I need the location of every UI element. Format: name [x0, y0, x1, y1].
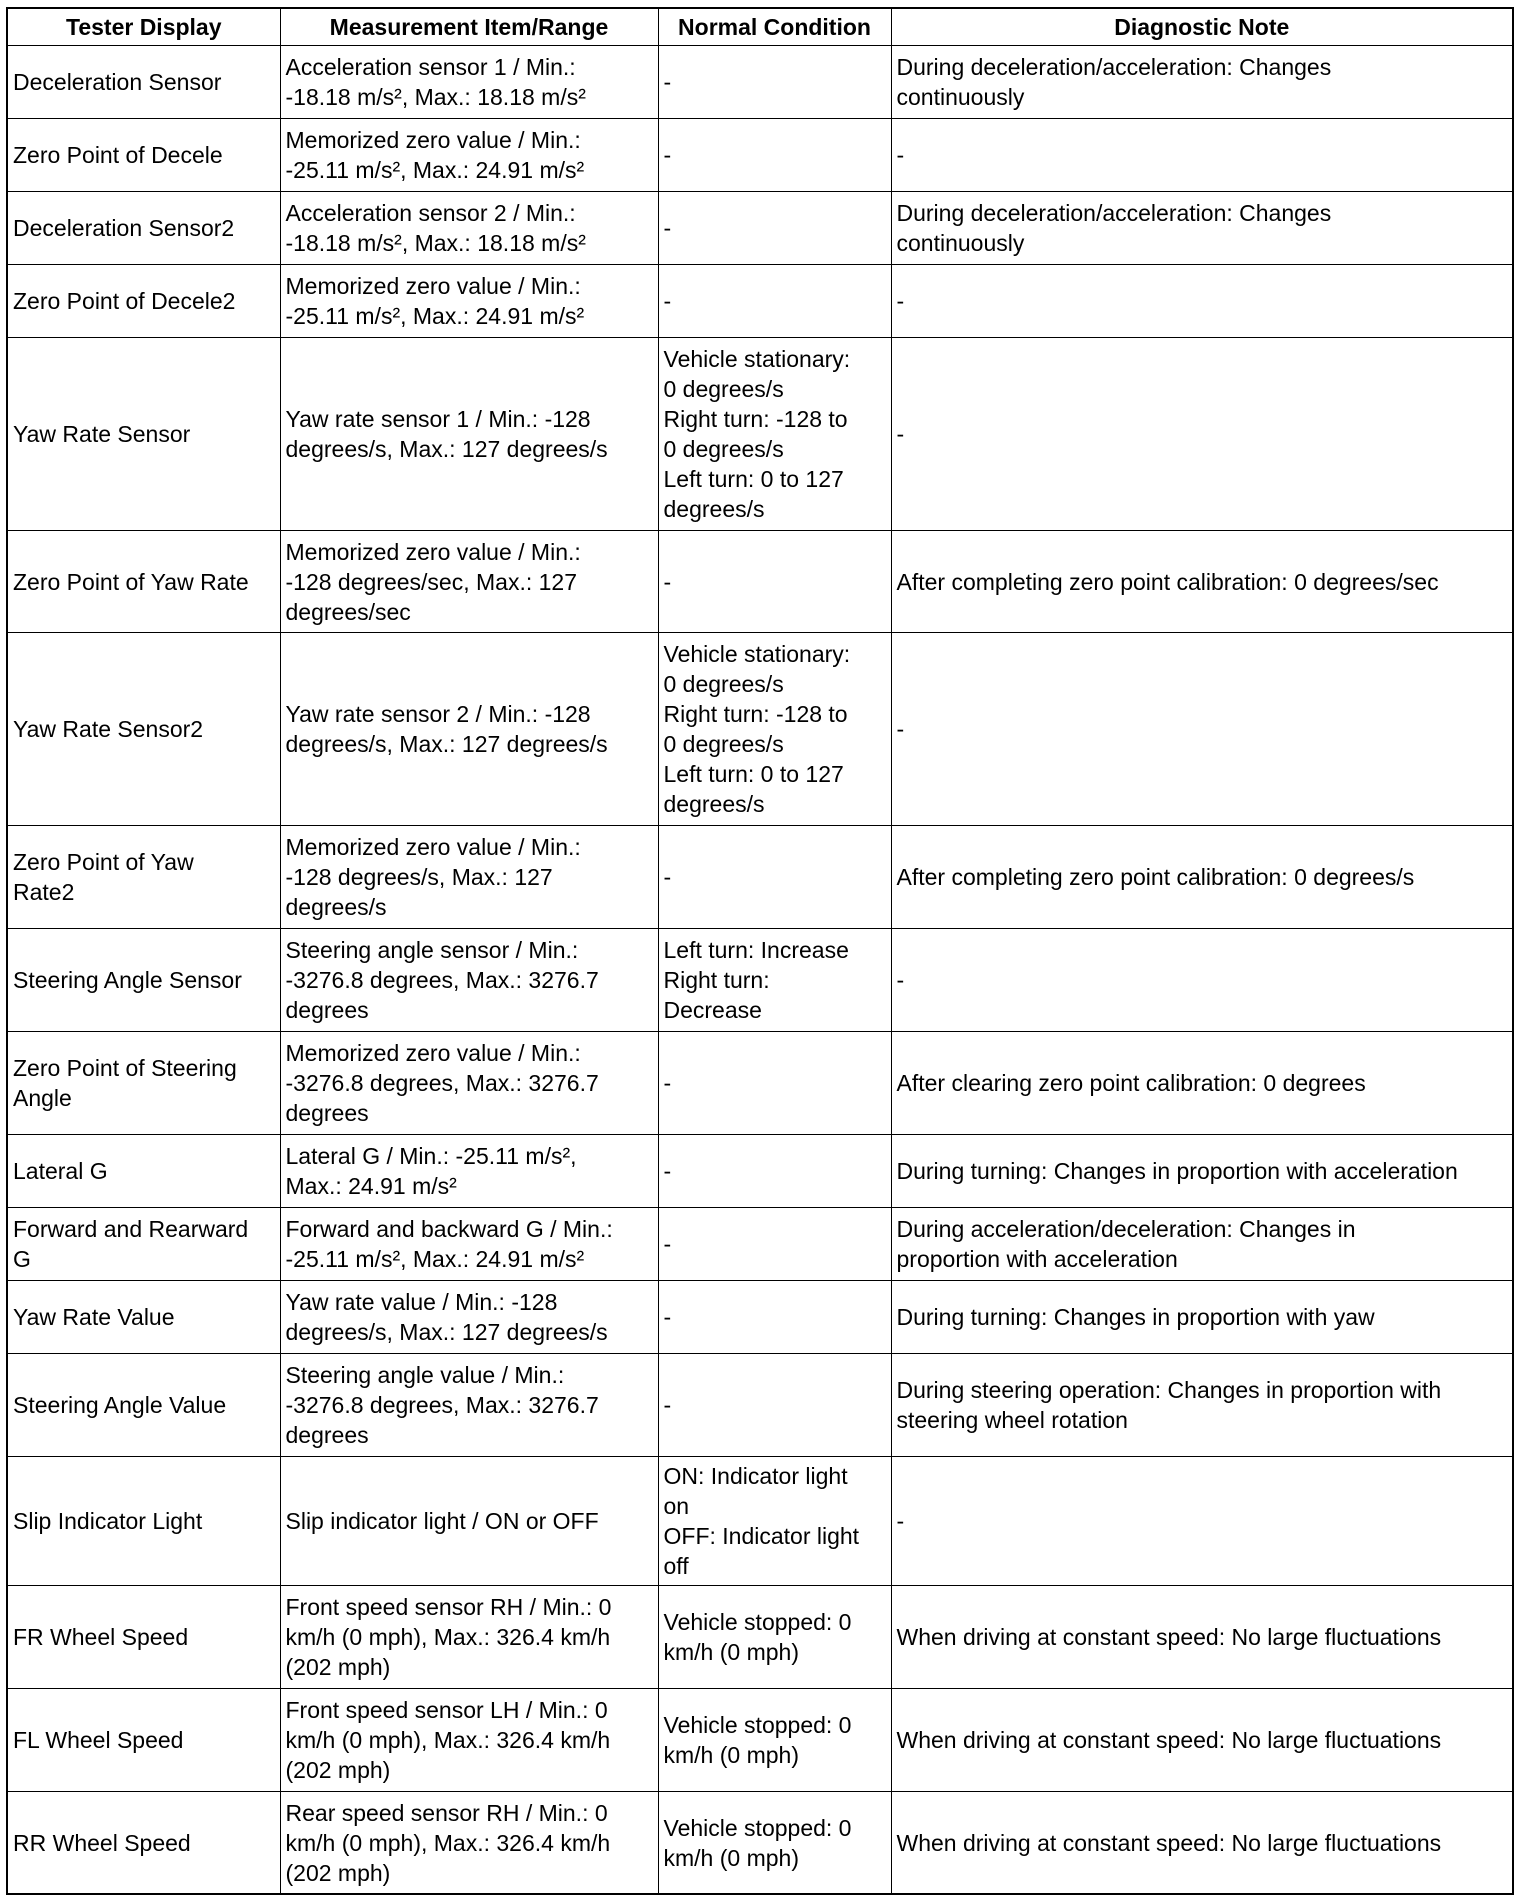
table-row	[8, 338, 1512, 531]
table-row	[8, 119, 1512, 192]
diagnostic-note-cell: -	[891, 633, 1512, 826]
table-row	[8, 1208, 1512, 1281]
normal-condition-cell: -	[658, 46, 891, 119]
measurement-item-cell: Front speed sensor RH / Min.: 0 km/h (0 mph), Max.: 326.4 km/h (202 mph)	[280, 1586, 658, 1689]
normal-condition-cell: Vehicle stopped: 0 km/h (0 mph)	[658, 1689, 891, 1792]
tester-display-cell: Deceleration Sensor	[8, 46, 280, 119]
normal-condition-cell: -	[658, 265, 891, 338]
table-row	[8, 46, 1512, 119]
diagnostic-note-cell: After clearing zero point calibration: 0 degrees	[891, 1032, 1512, 1135]
header-diagnostic-note: Diagnostic Note	[891, 9, 1512, 46]
header-measurement-item: Measurement Item/Range	[280, 9, 658, 46]
diagnostic-note-cell: During deceleration/acceleration: Changes continuously	[891, 192, 1512, 265]
normal-condition-cell: ON: Indicator light on OFF: Indicator light off	[658, 1457, 891, 1586]
table-header-row	[8, 9, 1512, 46]
table-row	[8, 1032, 1512, 1135]
diagnostic-note-cell: During deceleration/acceleration: Changes continuously	[891, 46, 1512, 119]
diagnostic-note-cell: When driving at constant speed: No large fluctuations	[891, 1586, 1512, 1689]
tester-display-cell: FR Wheel Speed	[8, 1586, 280, 1689]
diagnostic-note-cell: During turning: Changes in proportion with yaw	[891, 1281, 1512, 1354]
diagnostic-note-cell: -	[891, 1457, 1512, 1586]
tester-display-cell: Zero Point of Yaw Rate2	[8, 826, 280, 929]
normal-condition-cell: -	[658, 1354, 891, 1457]
diagnostic-note-cell: During turning: Changes in proportion with acceleration	[891, 1135, 1512, 1208]
table-row	[8, 265, 1512, 338]
table-row	[8, 1457, 1512, 1586]
header-normal-condition: Normal Condition	[658, 9, 891, 46]
tester-display-cell: Steering Angle Sensor	[8, 929, 280, 1032]
measurement-item-cell: Rear speed sensor RH / Min.: 0 km/h (0 mph), Max.: 326.4 km/h (202 mph)	[280, 1792, 658, 1895]
measurement-item-cell: Yaw rate value / Min.: -128 degrees/s, Max.: 127 degrees/s	[280, 1281, 658, 1354]
diagnostic-note-cell: After completing zero point calibration: 0 degrees/sec	[891, 531, 1512, 633]
diagnostic-note-cell: -	[891, 929, 1512, 1032]
table-row	[8, 633, 1512, 826]
tester-display-cell: Zero Point of Yaw Rate	[8, 531, 280, 633]
measurement-item-cell: Lateral G / Min.: -25.11 m/s², Max.: 24.91 m/s²	[280, 1135, 658, 1208]
diagnostic-note-cell: -	[891, 119, 1512, 192]
diagnostic-note-cell: When driving at constant speed: No large fluctuations	[891, 1689, 1512, 1792]
tester-display-cell: Slip Indicator Light	[8, 1457, 280, 1586]
tester-data-table	[8, 9, 1512, 1895]
tester-display-cell: Zero Point of Steering Angle	[8, 1032, 280, 1135]
measurement-item-cell: Yaw rate sensor 1 / Min.: -128 degrees/s, Max.: 127 degrees/s	[280, 338, 658, 531]
normal-condition-cell: -	[658, 826, 891, 929]
tester-display-cell: Steering Angle Value	[8, 1354, 280, 1457]
normal-condition-cell: -	[658, 1135, 891, 1208]
measurement-item-cell: Yaw rate sensor 2 / Min.: -128 degrees/s, Max.: 127 degrees/s	[280, 633, 658, 826]
tester-display-cell: RR Wheel Speed	[8, 1792, 280, 1895]
tester-display-cell: Zero Point of Decele2	[8, 265, 280, 338]
normal-condition-cell: -	[658, 531, 891, 633]
table-row	[8, 531, 1512, 633]
normal-condition-cell: -	[658, 1208, 891, 1281]
table-row	[8, 1281, 1512, 1354]
diagnostic-note-cell: During acceleration/deceleration: Changes in proportion with acceleration	[891, 1208, 1512, 1281]
measurement-item-cell: Memorized zero value / Min.: -3276.8 degrees, Max.: 3276.7 degrees	[280, 1032, 658, 1135]
measurement-item-cell: Front speed sensor LH / Min.: 0 km/h (0 mph), Max.: 326.4 km/h (202 mph)	[280, 1689, 658, 1792]
diagnostic-data-sheet	[6, 7, 1514, 1895]
tester-display-cell: Yaw Rate Value	[8, 1281, 280, 1354]
table-row	[8, 1354, 1512, 1457]
measurement-item-cell: Memorized zero value / Min.: -25.11 m/s², Max.: 24.91 m/s²	[280, 119, 658, 192]
tester-display-cell: Lateral G	[8, 1135, 280, 1208]
tester-display-cell: Yaw Rate Sensor	[8, 338, 280, 531]
diagnostic-note-cell: When driving at constant speed: No large fluctuations	[891, 1792, 1512, 1895]
normal-condition-cell: -	[658, 1281, 891, 1354]
tester-display-cell: Deceleration Sensor2	[8, 192, 280, 265]
measurement-item-cell: Steering angle value / Min.: -3276.8 degrees, Max.: 3276.7 degrees	[280, 1354, 658, 1457]
tester-display-cell: Yaw Rate Sensor2	[8, 633, 280, 826]
measurement-item-cell: Slip indicator light / ON or OFF	[280, 1457, 658, 1586]
table-row	[8, 929, 1512, 1032]
measurement-item-cell: Memorized zero value / Min.: -25.11 m/s², Max.: 24.91 m/s²	[280, 265, 658, 338]
tester-display-cell: Forward and Rearward G	[8, 1208, 280, 1281]
normal-condition-cell: Vehicle stopped: 0 km/h (0 mph)	[658, 1792, 891, 1895]
table-row	[8, 1135, 1512, 1208]
normal-condition-cell: -	[658, 119, 891, 192]
normal-condition-cell: -	[658, 1032, 891, 1135]
normal-condition-cell: Vehicle stationary: 0 degrees/s Right turn: -128 to 0 degrees/s Left turn: 0 to 127 degrees/s	[658, 338, 891, 531]
normal-condition-cell: Vehicle stopped: 0 km/h (0 mph)	[658, 1586, 891, 1689]
tester-display-cell: FL Wheel Speed	[8, 1689, 280, 1792]
diagnostic-note-cell: After completing zero point calibration: 0 degrees/s	[891, 826, 1512, 929]
measurement-item-cell: Memorized zero value / Min.: -128 degrees/s, Max.: 127 degrees/s	[280, 826, 658, 929]
normal-condition-cell: Vehicle stationary: 0 degrees/s Right turn: -128 to 0 degrees/s Left turn: 0 to 127 degrees/s	[658, 633, 891, 826]
table-row	[8, 1689, 1512, 1792]
diagnostic-note-cell: -	[891, 338, 1512, 531]
header-tester-display: Tester Display	[8, 9, 280, 46]
table-row	[8, 192, 1512, 265]
measurement-item-cell: Memorized zero value / Min.: -128 degrees/sec, Max.: 127 degrees/sec	[280, 531, 658, 633]
normal-condition-cell: -	[658, 192, 891, 265]
table-row	[8, 1586, 1512, 1689]
diagnostic-note-cell: -	[891, 265, 1512, 338]
measurement-item-cell: Steering angle sensor / Min.: -3276.8 degrees, Max.: 3276.7 degrees	[280, 929, 658, 1032]
table-row	[8, 1792, 1512, 1895]
table-row	[8, 826, 1512, 929]
measurement-item-cell: Forward and backward G / Min.: -25.11 m/s², Max.: 24.91 m/s²	[280, 1208, 658, 1281]
tester-display-cell: Zero Point of Decele	[8, 119, 280, 192]
normal-condition-cell: Left turn: Increase Right turn: Decrease	[658, 929, 891, 1032]
diagnostic-note-cell: During steering operation: Changes in proportion with steering wheel rotation	[891, 1354, 1512, 1457]
measurement-item-cell: Acceleration sensor 1 / Min.: -18.18 m/s², Max.: 18.18 m/s²	[280, 46, 658, 119]
measurement-item-cell: Acceleration sensor 2 / Min.: -18.18 m/s², Max.: 18.18 m/s²	[280, 192, 658, 265]
